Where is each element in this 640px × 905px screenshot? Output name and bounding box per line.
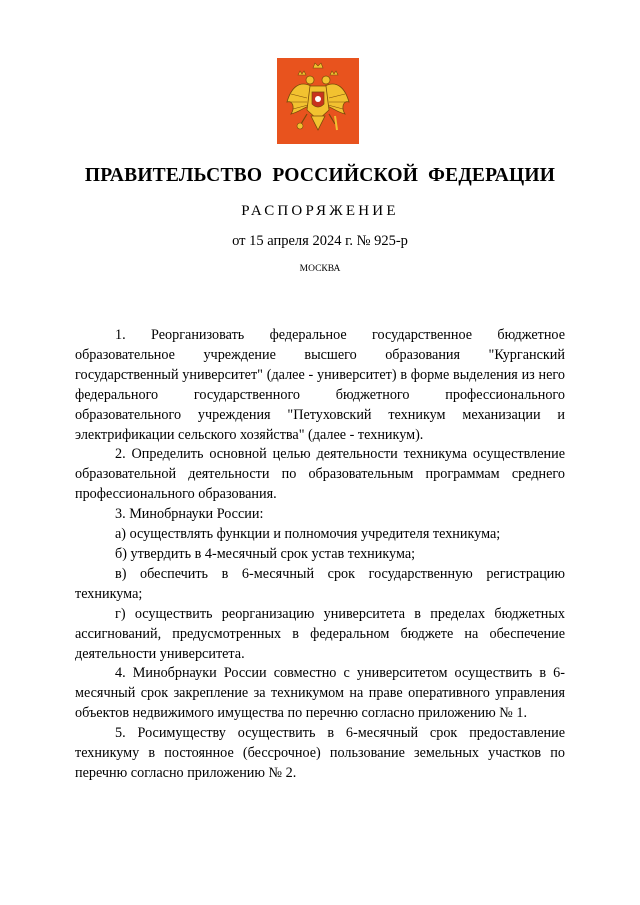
paragraph-3d: г) осуществить реорганизацию университета в пределах бюджетных ассигнований, предусмотренных в федеральном бюджете на обеспечение деятельности университета. [75, 605, 565, 662]
paragraph-4: 4. Минобрнауки России совместно с университетом осуществить в 6-месячный срок закрепление за техникумом на праве оперативного управления объектов недвижимого имущества по перечню согласно приложению № 1. [75, 665, 565, 722]
paragraph-5: 5. Росимуществу осуществить в 6-месячный срок предоставление техникуму в постоянное (бессрочное) пользование земельных участков по перечню согласно приложению № 2. [75, 725, 565, 781]
document-date-number: от 15 апреля 2024 г. № 925-р [232, 233, 408, 249]
document-type: РАСПОРЯЖЕНИЕ [241, 203, 399, 219]
paragraph-3a: а) осуществлять функции и полномочия учредителя техникума; [115, 526, 501, 543]
paragraph-3b: б) утвердить в 4-месячный срок устав техникума; [115, 545, 416, 562]
government-title: ПРАВИТЕЛЬСТВО РОССИЙСКОЙ ФЕДЕРАЦИИ [84, 165, 556, 186]
paragraph-3c: в) обеспечить в 6-месячный срок государственную регистрацию техникума; [75, 565, 565, 602]
paragraph-2: 2. Определить основной целью деятельности техникума осуществление образовательной деятельности по образовательным программам среднего профессионального образования. [75, 446, 565, 503]
document-city: МОСКВА [299, 264, 341, 274]
document-body [75, 326, 565, 784]
coat-of-arms-icon [277, 58, 359, 144]
paragraph-3: 3. Минобрнауки России: [115, 506, 264, 523]
paragraph-1: 1. Реорганизовать федеральное государственное бюджетное образовательное учреждение высшего образования "Курганский государственный университет" (далее - университет) в форме выделения из него федерального государственного бюджетного профессионального образовательного учреждения "Петуховский техникум механизации и электрификации сельского хозяйства" (далее - техникум). [75, 327, 565, 443]
